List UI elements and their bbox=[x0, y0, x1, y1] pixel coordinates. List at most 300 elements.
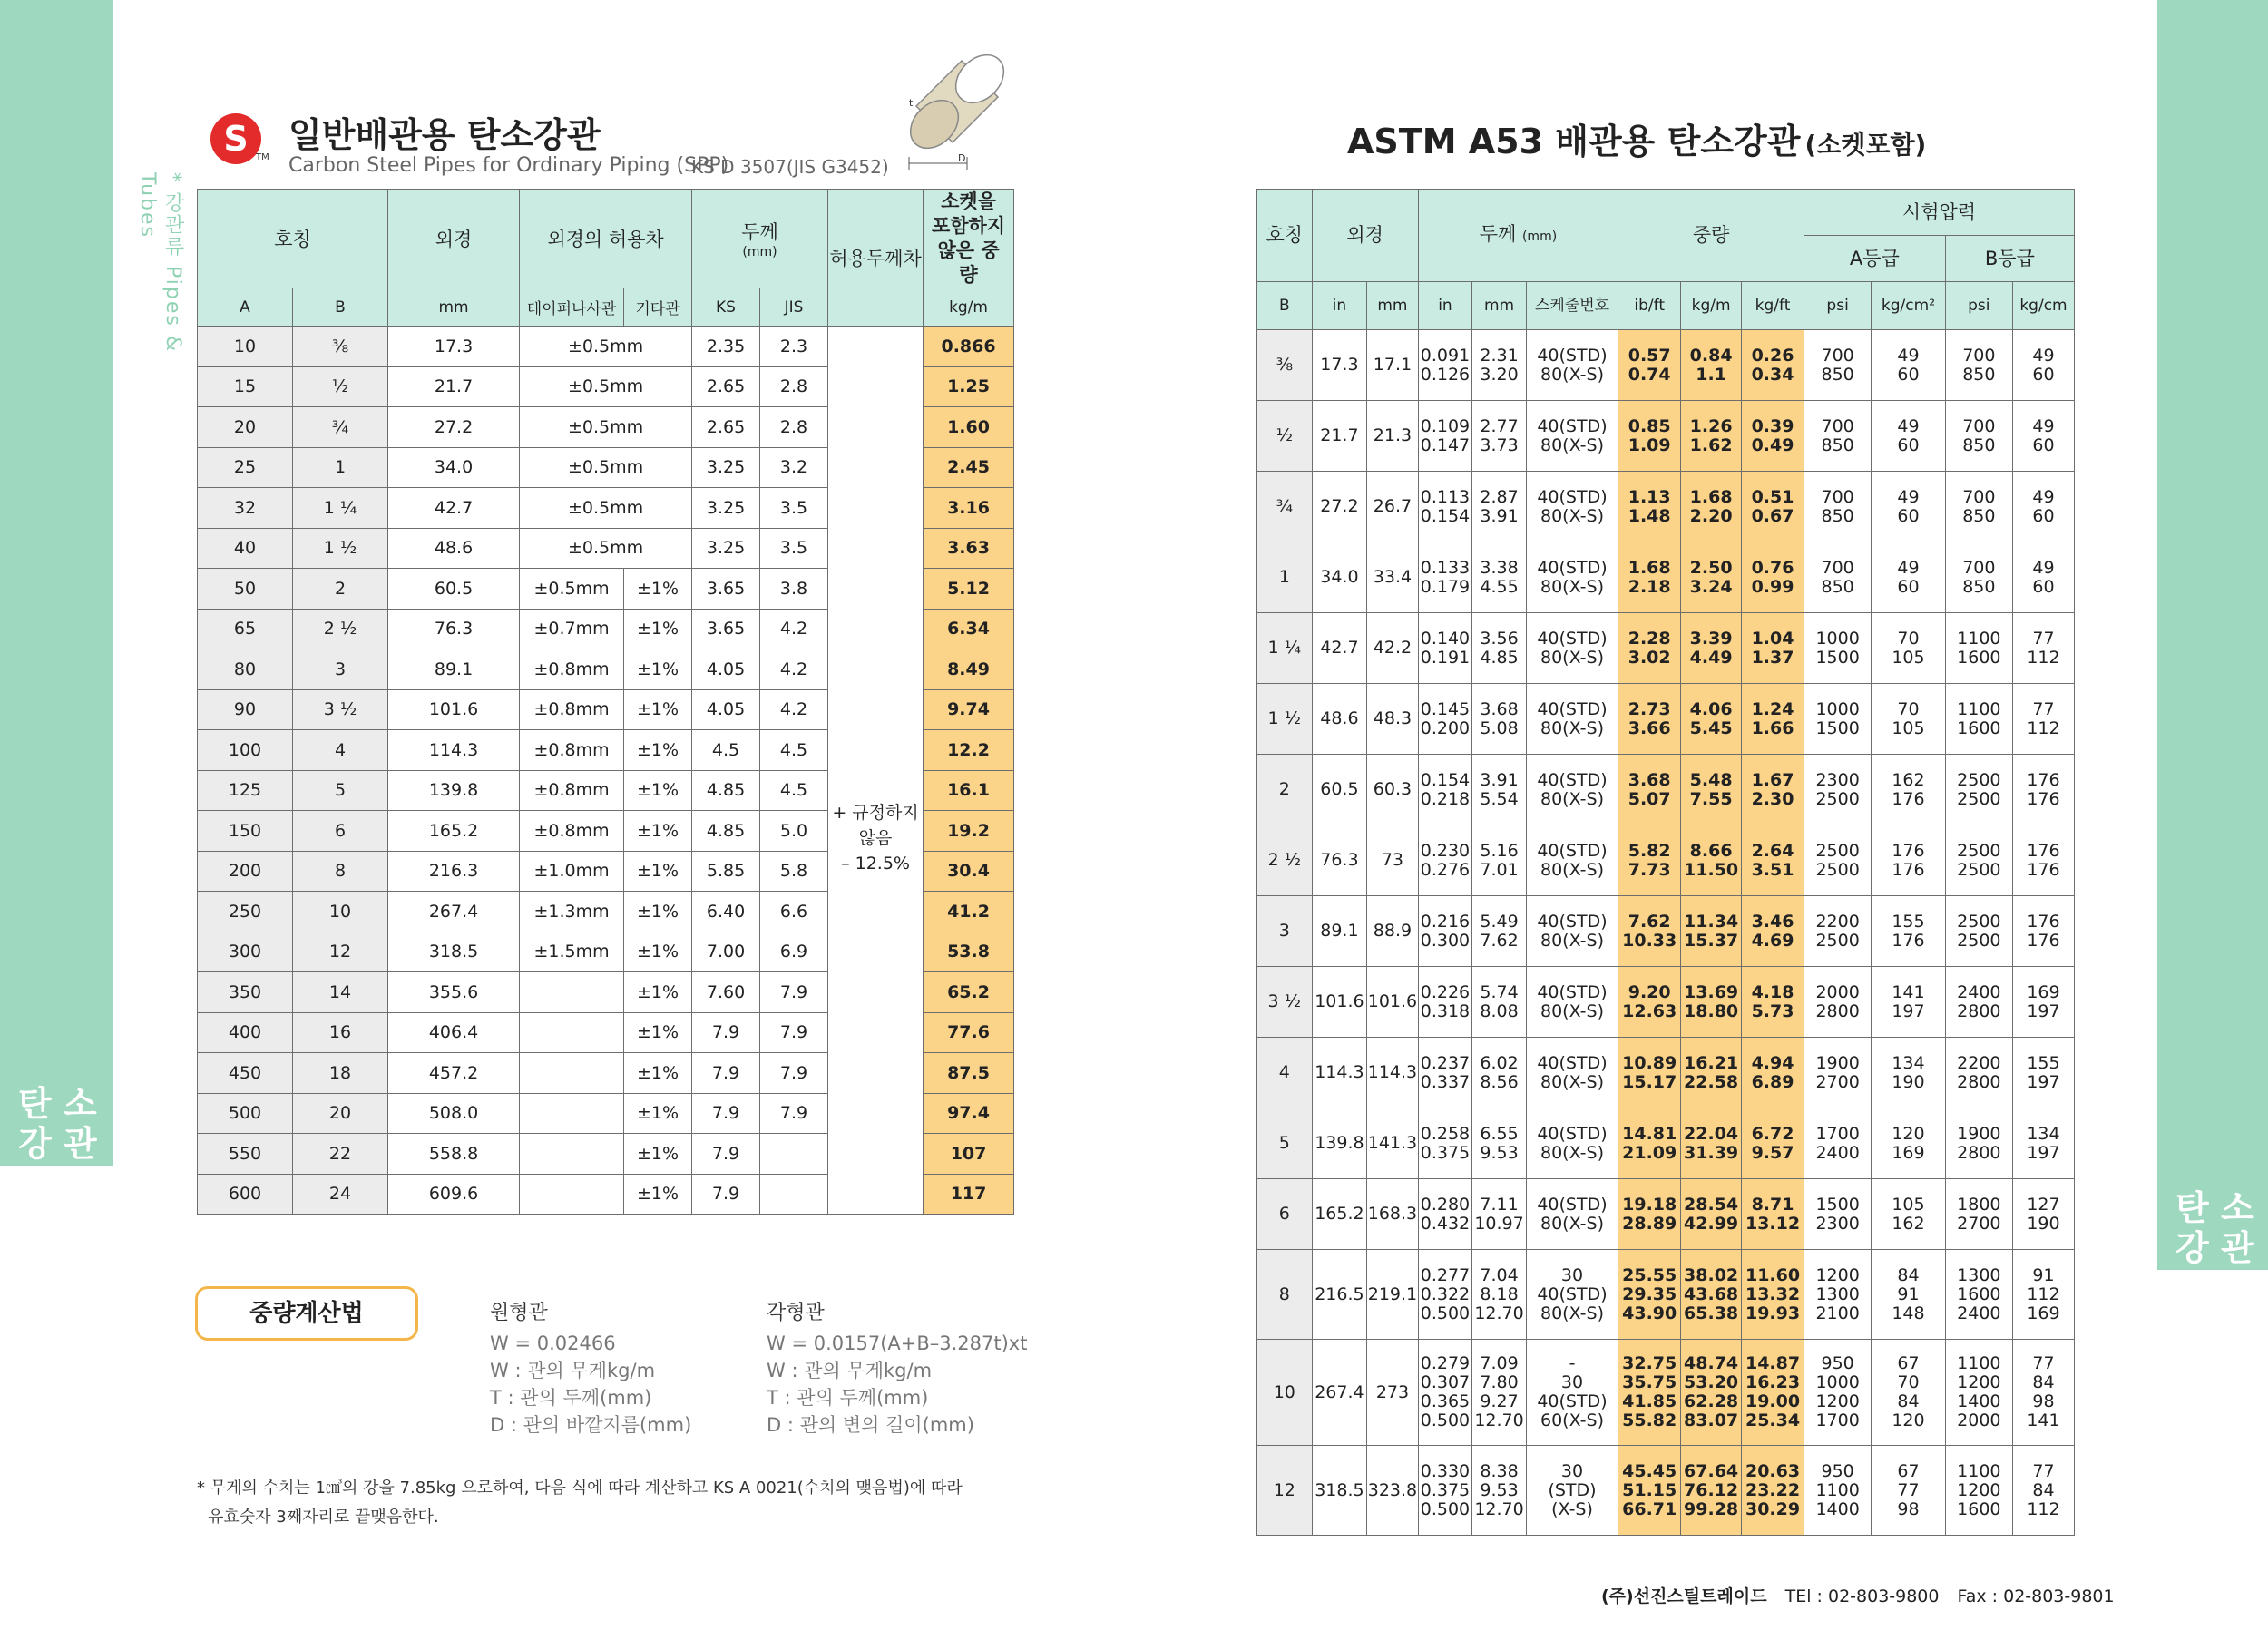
cell-in: 60.5 bbox=[1312, 755, 1367, 825]
cell-a: 80 bbox=[198, 649, 293, 690]
hdr-kgm: kg/m bbox=[924, 288, 1014, 327]
cell-sch: 40(STD) 80(X-S) bbox=[1526, 613, 1618, 684]
footnote-line-1: * 무게의 수치는 1㎤의 강을 7.85kg 으로하여, 다음 식에 따라 계산하고 KS A 0021(수치의 맺음법)에 따라 bbox=[197, 1479, 963, 1498]
cell-lbft: 5.82 7.73 bbox=[1618, 825, 1681, 896]
square-line: W = 0.0157(A+B–3.287t)xt bbox=[767, 1332, 1028, 1354]
cell-weight: 87.5 bbox=[924, 1053, 1014, 1094]
cell-sch: 40(STD) 80(X-S) bbox=[1526, 401, 1618, 472]
cell-kga: 176 176 bbox=[1872, 825, 1946, 896]
cell-kga: 134 190 bbox=[1872, 1038, 1946, 1108]
cell-in: 76.3 bbox=[1312, 825, 1367, 896]
cell-taper-tol: ±0.8mm bbox=[520, 689, 624, 730]
round-line: D : 관의 바깥지름(mm) bbox=[490, 1414, 692, 1436]
cell-weight: 53.8 bbox=[924, 932, 1014, 972]
cell-kga: 49 60 bbox=[1872, 330, 1946, 401]
cell-a: 600 bbox=[198, 1174, 293, 1215]
cell-mm: 323.8 bbox=[1367, 1446, 1418, 1536]
cell-mm: 42.2 bbox=[1367, 613, 1418, 684]
hdr-r-weight: 중량 bbox=[1618, 190, 1804, 282]
cell-jis: 4.2 bbox=[760, 649, 828, 690]
hdr-r-grade-b: B등급 bbox=[1945, 236, 2074, 282]
cell-psib: 2500 2500 bbox=[1945, 896, 2012, 967]
cell-taper-tol: ±0.8mm bbox=[520, 649, 624, 690]
cell-tin: 0.216 0.300 bbox=[1418, 896, 1472, 967]
cell-b: 1 bbox=[1257, 542, 1313, 613]
hdr-weight: 소켓을 포함하지 않은 중량 bbox=[924, 190, 1014, 288]
cell-a: 350 bbox=[198, 972, 293, 1013]
cell-kgb: 49 60 bbox=[2012, 330, 2074, 401]
cell-b: 2 bbox=[1257, 755, 1313, 825]
cell-kga: 141 197 bbox=[1872, 967, 1946, 1038]
cell-weight: 16.1 bbox=[924, 770, 1014, 811]
cell-tin: 0.109 0.147 bbox=[1418, 401, 1472, 472]
cell-mm: 88.9 bbox=[1367, 896, 1418, 967]
cell-a: 125 bbox=[198, 770, 293, 811]
cell-tin: 0.113 0.154 bbox=[1418, 472, 1472, 542]
cell-ks: 4.85 bbox=[692, 811, 760, 852]
cell-sch: 40(STD) 80(X-S) bbox=[1526, 825, 1618, 896]
cell-b: 5 bbox=[293, 770, 388, 811]
cell-jis: 5.0 bbox=[760, 811, 828, 852]
footer-company: (주)선진스틸트레이드 bbox=[1601, 1586, 1767, 1606]
cell-other-tol: ±1% bbox=[624, 892, 692, 932]
cell-ks: 4.05 bbox=[692, 649, 760, 690]
cell-ks: 7.9 bbox=[692, 1012, 760, 1053]
cell-ks: 4.05 bbox=[692, 689, 760, 730]
hdr-thickness bbox=[692, 190, 828, 288]
cell-b: 1 ¼ bbox=[293, 488, 388, 529]
cell-b: ¾ bbox=[1257, 472, 1313, 542]
cell-b: 16 bbox=[293, 1012, 388, 1053]
cell-b: 12 bbox=[1257, 1446, 1313, 1536]
cell-ks: 7.9 bbox=[692, 1134, 760, 1175]
cell-tmm: 7.11 10.97 bbox=[1472, 1179, 1527, 1250]
cell-psia: 2200 2500 bbox=[1804, 896, 1872, 967]
cell-lbft: 1.13 1.48 bbox=[1618, 472, 1681, 542]
cell-kgb: 176 176 bbox=[2012, 825, 2074, 896]
cell-ks: 5.85 bbox=[692, 851, 760, 892]
cell-psia: 950 1100 1400 bbox=[1804, 1446, 1872, 1536]
cell-sch: 40(STD) 80(X-S) bbox=[1526, 755, 1618, 825]
right-title-main: ASTM A53 배관용 탄소강관 bbox=[1347, 122, 1801, 161]
round-pipe-formula bbox=[490, 1330, 691, 1439]
cell-kgft: 3.46 4.69 bbox=[1742, 896, 1804, 967]
cell-b: 20 bbox=[293, 1093, 388, 1134]
cell-in: 101.6 bbox=[1312, 967, 1367, 1038]
cell-sch: 40(STD) 80(X-S) bbox=[1526, 330, 1618, 401]
cell-tin: 0.226 0.318 bbox=[1418, 967, 1472, 1038]
cell-weight: 77.6 bbox=[924, 1012, 1014, 1053]
cell-tin: 0.230 0.276 bbox=[1418, 825, 1472, 896]
cell-psia: 1500 2300 bbox=[1804, 1179, 1872, 1250]
logo-tm: TM bbox=[256, 152, 269, 162]
cell-in: 34.0 bbox=[1312, 542, 1367, 613]
pipe-diagram bbox=[898, 50, 1034, 177]
cell-kga: 162 176 bbox=[1872, 755, 1946, 825]
cell-od-tol: ±0.5mm bbox=[520, 488, 692, 529]
cell-psib: 1100 1600 bbox=[1945, 684, 2012, 755]
cell-psib: 700 850 bbox=[1945, 542, 2012, 613]
cell-ks: 7.9 bbox=[692, 1093, 760, 1134]
cell-kgft: 4.94 6.89 bbox=[1742, 1038, 1804, 1108]
hdr-r-kgcm-a: kg/cm² bbox=[1872, 282, 1946, 330]
cell-b: 1 bbox=[293, 447, 388, 488]
cell-other-tol: ±1% bbox=[624, 1134, 692, 1175]
cell-kgm: 22.04 31.39 bbox=[1681, 1108, 1742, 1179]
cell-ks: 2.65 bbox=[692, 366, 760, 407]
cell-lbft: 7.62 10.33 bbox=[1618, 896, 1681, 967]
cell-tmm: 3.68 5.08 bbox=[1472, 684, 1527, 755]
cell-psib: 1100 1200 1400 2000 bbox=[1945, 1340, 2012, 1446]
cell-lbft: 14.81 21.09 bbox=[1618, 1108, 1681, 1179]
cell-kgb: 49 60 bbox=[2012, 401, 2074, 472]
cell-ks: 3.65 bbox=[692, 609, 760, 649]
cell-mm: 21.3 bbox=[1367, 401, 1418, 472]
cell-b: 18 bbox=[293, 1053, 388, 1094]
cell-lbft: 25.55 29.35 43.90 bbox=[1618, 1250, 1681, 1340]
cell-a: 10 bbox=[198, 327, 293, 367]
cell-b: 8 bbox=[293, 851, 388, 892]
cell-kga: 49 60 bbox=[1872, 401, 1946, 472]
cell-b: 10 bbox=[1257, 1340, 1313, 1446]
table-row bbox=[1257, 613, 2075, 684]
cell-sch: 40(STD) 80(X-S) bbox=[1526, 1108, 1618, 1179]
cell-other-tol: ±1% bbox=[624, 972, 692, 1013]
cell-jis: 6.6 bbox=[760, 892, 828, 932]
cell-kgm: 1.26 1.62 bbox=[1681, 401, 1742, 472]
cell-a: 20 bbox=[198, 407, 293, 448]
cell-kgb: 91 112 169 bbox=[2012, 1250, 2074, 1340]
cell-sch: 30 (STD) (X-S) bbox=[1526, 1446, 1618, 1536]
cell-taper-tol: ±1.3mm bbox=[520, 892, 624, 932]
cell-psib: 2400 2800 bbox=[1945, 967, 2012, 1038]
standard-code: KS D 3507(JIS G3452) bbox=[691, 156, 889, 178]
hdr-r-t-in: in bbox=[1418, 282, 1472, 330]
cell-tmm: 2.31 3.20 bbox=[1472, 330, 1527, 401]
cell-taper-tol: ±1.0mm bbox=[520, 851, 624, 892]
cell-weight: 9.74 bbox=[924, 689, 1014, 730]
cell-kgb: 77 112 bbox=[2012, 684, 2074, 755]
cell-other-tol: ±1% bbox=[624, 811, 692, 852]
cell-jis: 6.9 bbox=[760, 932, 828, 972]
cell-od: 89.1 bbox=[388, 649, 520, 690]
cell-taper-tol bbox=[520, 1093, 624, 1134]
right-title-sub: (소켓포함) bbox=[1804, 130, 1927, 160]
cell-a: 65 bbox=[198, 609, 293, 649]
cell-lbft: 0.57 0.74 bbox=[1618, 330, 1681, 401]
cell-b: ⅜ bbox=[1257, 330, 1313, 401]
cell-od-tol: ±0.5mm bbox=[520, 528, 692, 569]
hdr-r-b: B bbox=[1257, 282, 1313, 330]
cell-lbft: 10.89 15.17 bbox=[1618, 1038, 1681, 1108]
round-line: T : 관의 두께(mm) bbox=[490, 1387, 652, 1409]
cell-b: 12 bbox=[293, 932, 388, 972]
cell-b: 24 bbox=[293, 1174, 388, 1215]
cell-taper-tol: ±0.8mm bbox=[520, 730, 624, 771]
cell-jis: 4.2 bbox=[760, 689, 828, 730]
cell-kgb: 155 197 bbox=[2012, 1038, 2074, 1108]
square-line: D : 관의 변의 길이(mm) bbox=[767, 1414, 974, 1436]
cell-od: 42.7 bbox=[388, 488, 520, 529]
cell-kgm: 13.69 18.80 bbox=[1681, 967, 1742, 1038]
cell-b: 14 bbox=[293, 972, 388, 1013]
cell-ks: 7.9 bbox=[692, 1174, 760, 1215]
right-tab-label: 탄 소 강 관 bbox=[2175, 1188, 2254, 1268]
hdr-r-t-mm: mm bbox=[1472, 282, 1527, 330]
cell-od: 48.6 bbox=[388, 528, 520, 569]
cell-a: 300 bbox=[198, 932, 293, 972]
cell-ks: 3.65 bbox=[692, 569, 760, 610]
cell-kgm: 8.66 11.50 bbox=[1681, 825, 1742, 896]
footnote-line-2: 유효숫자 3째자리로 끝맺음한다. bbox=[208, 1508, 439, 1527]
cell-sch: 40(STD) 80(X-S) bbox=[1526, 1038, 1618, 1108]
cell-kgb: 176 176 bbox=[2012, 896, 2074, 967]
cell-psib: 1100 1600 bbox=[1945, 613, 2012, 684]
cell-tmm: 7.09 7.80 9.27 12.70 bbox=[1472, 1340, 1527, 1446]
cell-jis: 3.5 bbox=[760, 488, 828, 529]
cell-kga: 84 91 148 bbox=[1872, 1250, 1946, 1340]
cell-tmm: 3.56 4.85 bbox=[1472, 613, 1527, 684]
cell-od: 114.3 bbox=[388, 730, 520, 771]
cell-thickness-tol: + 규정하지 않음 – 12.5% bbox=[828, 327, 924, 1215]
cell-od: 101.6 bbox=[388, 689, 520, 730]
cell-kgb: 77 112 bbox=[2012, 613, 2074, 684]
cell-a: 100 bbox=[198, 730, 293, 771]
cell-b: 6 bbox=[1257, 1179, 1313, 1250]
table-row bbox=[1257, 1340, 2075, 1446]
cell-od-tol: ±0.5mm bbox=[520, 407, 692, 448]
cell-lbft: 1.68 2.18 bbox=[1618, 542, 1681, 613]
cell-mm: 48.3 bbox=[1367, 684, 1418, 755]
cell-mm: 168.3 bbox=[1367, 1179, 1418, 1250]
cell-psib: 1900 2800 bbox=[1945, 1108, 2012, 1179]
cell-mm: 60.3 bbox=[1367, 755, 1418, 825]
hdr-ks: KS bbox=[692, 288, 760, 327]
cell-tmm: 3.91 5.54 bbox=[1472, 755, 1527, 825]
cell-a: 150 bbox=[198, 811, 293, 852]
cell-jis: 3.8 bbox=[760, 569, 828, 610]
footnote bbox=[197, 1474, 963, 1532]
cell-b: 5 bbox=[1257, 1108, 1313, 1179]
hdr-r-thickness-unit: (mm) bbox=[1521, 229, 1558, 244]
cell-b: 22 bbox=[293, 1134, 388, 1175]
cell-tin: 0.258 0.375 bbox=[1418, 1108, 1472, 1179]
cell-other-tol: ±1% bbox=[624, 1174, 692, 1215]
cell-sch: 40(STD) 80(X-S) bbox=[1526, 542, 1618, 613]
cell-in: 216.5 bbox=[1312, 1250, 1367, 1340]
left-tab-label: 탄 소 강 관 bbox=[18, 1084, 97, 1164]
hdr-r-mm: mm bbox=[1367, 282, 1418, 330]
cell-kgft: 2.64 3.51 bbox=[1742, 825, 1804, 896]
cell-taper-tol: ±0.8mm bbox=[520, 770, 624, 811]
cell-kga: 67 77 98 bbox=[1872, 1446, 1946, 1536]
cell-other-tol: ±1% bbox=[624, 609, 692, 649]
cell-jis: 7.9 bbox=[760, 1093, 828, 1134]
cell-other-tol: ±1% bbox=[624, 851, 692, 892]
cell-psib: 700 850 bbox=[1945, 330, 2012, 401]
hdr-r-od: 외경 bbox=[1312, 190, 1418, 282]
cell-kgm: 38.02 43.68 65.38 bbox=[1681, 1250, 1742, 1340]
cell-kgm: 11.34 15.37 bbox=[1681, 896, 1742, 967]
cell-kgft: 1.24 1.66 bbox=[1742, 684, 1804, 755]
right-side-tab bbox=[2157, 0, 2268, 1270]
cell-in: 139.8 bbox=[1312, 1108, 1367, 1179]
cell-kga: 70 105 bbox=[1872, 613, 1946, 684]
cell-tmm: 5.16 7.01 bbox=[1472, 825, 1527, 896]
cell-jis: 5.8 bbox=[760, 851, 828, 892]
hdr-mm: mm bbox=[388, 288, 520, 327]
cell-psia: 1200 1300 2100 bbox=[1804, 1250, 1872, 1340]
table-row bbox=[1257, 1038, 2075, 1108]
cell-taper-tol bbox=[520, 972, 624, 1013]
hdr-b: B bbox=[293, 288, 388, 327]
diagram-label-d: D bbox=[958, 152, 966, 164]
cell-kgft: 0.39 0.49 bbox=[1742, 401, 1804, 472]
cell-tin: 0.133 0.179 bbox=[1418, 542, 1472, 613]
cell-tmm: 7.04 8.18 12.70 bbox=[1472, 1250, 1527, 1340]
table-row bbox=[1257, 401, 2075, 472]
table-row bbox=[1257, 825, 2075, 896]
cell-in: 17.3 bbox=[1312, 330, 1367, 401]
cell-b: 2 bbox=[293, 569, 388, 610]
cell-tmm: 2.77 3.73 bbox=[1472, 401, 1527, 472]
cell-ks: 3.25 bbox=[692, 528, 760, 569]
cell-a: 250 bbox=[198, 892, 293, 932]
hdr-r-pressure: 시험압력 bbox=[1804, 190, 2075, 236]
hdr-thickness-unit: (mm) bbox=[742, 245, 777, 259]
cell-kgm: 16.21 22.58 bbox=[1681, 1038, 1742, 1108]
cell-b: 2 ½ bbox=[293, 609, 388, 649]
cell-psia: 950 1000 1200 1700 bbox=[1804, 1340, 1872, 1446]
cell-lbft: 45.45 51.15 66.71 bbox=[1618, 1446, 1681, 1536]
cell-od-tol: ±0.5mm bbox=[520, 366, 692, 407]
cell-psib: 2500 2500 bbox=[1945, 755, 2012, 825]
cell-b: 4 bbox=[293, 730, 388, 771]
cell-mm: 141.3 bbox=[1367, 1108, 1418, 1179]
cell-psia: 700 850 bbox=[1804, 472, 1872, 542]
right-title bbox=[1347, 113, 1926, 163]
diagram-label-t: t bbox=[909, 97, 914, 109]
cell-od: 558.8 bbox=[388, 1134, 520, 1175]
cell-jis: 2.8 bbox=[760, 407, 828, 448]
cell-other-tol: ±1% bbox=[624, 932, 692, 972]
cell-sch: 30 40(STD) 80(X-S) bbox=[1526, 1250, 1618, 1340]
cell-lbft: 2.73 3.66 bbox=[1618, 684, 1681, 755]
square-pipe-title: 각형관 bbox=[767, 1302, 825, 1324]
square-line: W : 관의 무게kg/m bbox=[767, 1360, 933, 1381]
hdr-r-kgft: kg/ft bbox=[1742, 282, 1804, 330]
weight-calc-button[interactable]: 중량계산법 bbox=[195, 1286, 418, 1341]
cell-psia: 700 850 bbox=[1804, 542, 1872, 613]
cell-a: 32 bbox=[198, 488, 293, 529]
left-title: 일반배관용 탄소강관 bbox=[288, 115, 601, 155]
cell-b: 3 bbox=[1257, 896, 1313, 967]
cell-tmm: 2.87 3.91 bbox=[1472, 472, 1527, 542]
cell-kgb: 77 84 112 bbox=[2012, 1446, 2074, 1536]
hdr-r-lbft: ib/ft bbox=[1618, 282, 1681, 330]
table-row bbox=[1257, 896, 2075, 967]
cell-psib: 1300 1600 2400 bbox=[1945, 1250, 2012, 1340]
square-line: T : 관의 두께(mm) bbox=[767, 1387, 929, 1409]
cell-weight: 2.45 bbox=[924, 447, 1014, 488]
cell-weight: 1.60 bbox=[924, 407, 1014, 448]
cell-tin: 0.280 0.432 bbox=[1418, 1179, 1472, 1250]
cell-kga: 49 60 bbox=[1872, 542, 1946, 613]
left-subtitle: Carbon Steel Pipes for Ordinary Piping (SPP) bbox=[288, 154, 729, 177]
cell-kgb: 77 84 98 141 bbox=[2012, 1340, 2074, 1446]
cell-ks: 2.35 bbox=[692, 327, 760, 367]
cell-tmm: 8.38 9.53 12.70 bbox=[1472, 1446, 1527, 1536]
table-row bbox=[1257, 1108, 2075, 1179]
cell-kgm: 48.74 53.20 62.28 83.07 bbox=[1681, 1340, 1742, 1446]
cell-weight: 3.63 bbox=[924, 528, 1014, 569]
hdr-r-kgm: kg/m bbox=[1681, 282, 1742, 330]
table-row bbox=[1257, 330, 2075, 401]
cell-b: 8 bbox=[1257, 1250, 1313, 1340]
cell-tin: 0.091 0.126 bbox=[1418, 330, 1472, 401]
footer-fax: Fax : 02-803-9801 bbox=[1957, 1586, 2115, 1606]
cell-kga: 67 70 84 120 bbox=[1872, 1340, 1946, 1446]
cell-in: 27.2 bbox=[1312, 472, 1367, 542]
cell-mm: 219.1 bbox=[1367, 1250, 1418, 1340]
cell-weight: 117 bbox=[924, 1174, 1014, 1215]
cell-tin: 0.277 0.322 0.500 bbox=[1418, 1250, 1472, 1340]
table-row bbox=[1257, 542, 2075, 613]
cell-psib: 2500 2500 bbox=[1945, 825, 2012, 896]
cell-jis: 3.2 bbox=[760, 447, 828, 488]
cell-od: 508.0 bbox=[388, 1093, 520, 1134]
cell-sch: 40(STD) 80(X-S) bbox=[1526, 472, 1618, 542]
cell-tin: 0.237 0.337 bbox=[1418, 1038, 1472, 1108]
cell-jis: 2.8 bbox=[760, 366, 828, 407]
round-line: W = 0.02466 bbox=[490, 1332, 616, 1354]
cell-weight: 19.2 bbox=[924, 811, 1014, 852]
cell-od: 267.4 bbox=[388, 892, 520, 932]
cell-b: 6 bbox=[293, 811, 388, 852]
cell-mm: 17.1 bbox=[1367, 330, 1418, 401]
table-row bbox=[1257, 1179, 2075, 1250]
cell-psib: 1800 2700 bbox=[1945, 1179, 2012, 1250]
cell-b: 1 ½ bbox=[293, 528, 388, 569]
footer-tel: TEl : 02-803-9800 bbox=[1784, 1586, 1940, 1606]
cell-ks: 7.9 bbox=[692, 1053, 760, 1094]
cell-od-tol: ±0.5mm bbox=[520, 327, 692, 367]
cell-od: 60.5 bbox=[388, 569, 520, 610]
cell-kgm: 5.48 7.55 bbox=[1681, 755, 1742, 825]
cell-psia: 1900 2700 bbox=[1804, 1038, 1872, 1108]
table-row bbox=[1257, 472, 2075, 542]
cell-b: ¾ bbox=[293, 407, 388, 448]
cell-b: 1 ½ bbox=[1257, 684, 1313, 755]
hdr-jis: JIS bbox=[760, 288, 828, 327]
cell-tin: 0.279 0.307 0.365 0.500 bbox=[1418, 1340, 1472, 1446]
cell-a: 550 bbox=[198, 1134, 293, 1175]
hdr-a: A bbox=[198, 288, 293, 327]
cell-psib: 700 850 bbox=[1945, 401, 2012, 472]
hdr-thickness-tol: 허용두께차 bbox=[828, 190, 924, 327]
cell-taper-tol bbox=[520, 1174, 624, 1215]
cell-od: 406.4 bbox=[388, 1012, 520, 1053]
cell-in: 89.1 bbox=[1312, 896, 1367, 967]
cell-ks: 3.25 bbox=[692, 447, 760, 488]
cell-tin: 0.154 0.218 bbox=[1418, 755, 1472, 825]
cell-jis: 4.5 bbox=[760, 730, 828, 771]
cell-kgft: 1.04 1.37 bbox=[1742, 613, 1804, 684]
cell-other-tol: ±1% bbox=[624, 649, 692, 690]
cell-mm: 114.3 bbox=[1367, 1038, 1418, 1108]
cell-od: 457.2 bbox=[388, 1053, 520, 1094]
cell-a: 200 bbox=[198, 851, 293, 892]
